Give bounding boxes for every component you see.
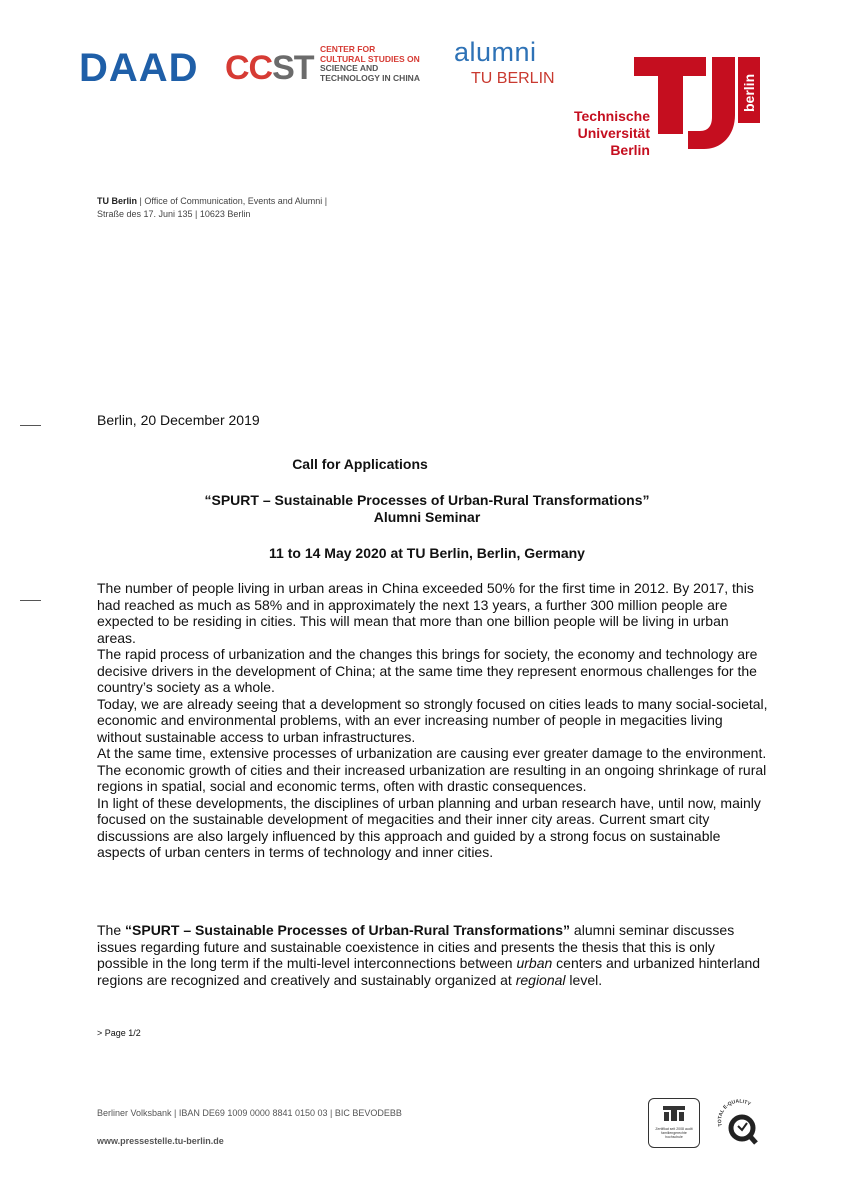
final-part-1: alumni seminar discusses issues regarding future and sustainable coexistence in cities and presents the thesis that this is only possible in the long term if the multi-level interconnections between: [97, 922, 735, 971]
sender-office: | Office of Communication, Events and Alumni |: [137, 196, 328, 206]
fold-mark-1: [20, 425, 41, 426]
event-line: 11 to 14 May 2020 at TU Berlin, Berlin, Germany: [269, 545, 585, 561]
ccst-line-3: SCIENCE AND: [320, 63, 379, 73]
ccst-logo-st: ST: [272, 49, 314, 87]
tu-name-line-3: Berlin: [610, 142, 650, 158]
ccst-logo: [225, 50, 314, 86]
tu-berlin-name: [560, 108, 650, 159]
body-paragraph-3: Today, we are already seeing that a development so strongly focused on cities leads to many social-societal, economic and environmental problems, with an ever increasing number of people in megacities living without sustainable access to urban infrastructures.: [97, 695, 768, 745]
daad-logo: DAAD: [79, 46, 199, 90]
final-italic-urban: urban: [516, 955, 553, 971]
body-paragraph-4: At the same time, extensive processes of urbanization are causing ever greater damage to the environment. The economic growth of cities and their increased urbanization are resulting in an ongoing shrinkage of rural regions in spatial, social and economic terms, often with drastic consequences.: [97, 745, 767, 794]
total-e-quality-badge: [712, 1096, 762, 1146]
letter-date: Berlin, 20 December 2019: [97, 412, 260, 428]
tu-name-line-2: Universität: [577, 125, 650, 141]
body-paragraph-1: The number of people living in urban areas in China exceeded 50% for the first time in 2012. By 2017, this had reached as much as 58% and in approximately the next 13 years, a further 300 million people are expected to be residing in cities. This will mean that more than one billion people will be living in urban areas.: [97, 580, 754, 646]
ccst-line-4: TECHNOLOGY IN CHINA: [320, 72, 420, 83]
sender-org: TU Berlin: [97, 196, 138, 206]
alumni-logo-sub: TU BERLIN: [471, 70, 555, 87]
alumni-logo-word: alumni: [454, 37, 537, 67]
page-number: > Page 1/2: [97, 1028, 141, 1038]
final-part-3: level.: [565, 971, 603, 988]
final-part-2: centers and urbanized hinterland regions are recognized and creatively and sustainably organized at: [97, 955, 761, 988]
sender-address: [97, 195, 327, 221]
ccst-line-1: CENTER FOR: [320, 44, 376, 54]
body-paragraph-2: The rapid process of urbanization and the changes this brings for society, the economy and technology are decisive drivers in the development of China; at the same time they represent enormous challenges for the country’s society as a whole.: [97, 646, 758, 695]
fold-mark-2: [20, 600, 41, 601]
tu-vertical-text: berlin: [741, 73, 757, 112]
cert-caption: Zertifikat seit 2008 audit familiengerechte hochschule: [655, 1127, 693, 1139]
tu-berlin-logo-mark: [634, 57, 760, 153]
final-the: The: [97, 922, 126, 938]
letter-subtitle: Alumni Seminar: [373, 509, 481, 525]
ccst-logo-cc: CC: [225, 49, 273, 87]
ccst-line-2: CULTURAL STUDIES ON: [320, 53, 420, 64]
final-paragraph: [97, 922, 769, 988]
final-italic-regional: regional: [515, 971, 566, 988]
body-paragraph-5: In light of these developments, the disciplines of urban planning and urban research have, until now, mainly focused on the sustainable development of megacities and their inner city areas. Current smart city discussions are also largely influenced by this approach and guided by a strong focus on sustainable aspects of urban centers in terms of technology and inner cities.: [97, 794, 761, 860]
eq-text: TOTAL E-QUALITY: [717, 1098, 752, 1127]
letter-heading: Call for Applications: [292, 456, 428, 472]
letter-body: [97, 580, 769, 861]
sender-street: Straße des 17. Juni 135 | 10623 Berlin: [97, 209, 251, 219]
final-bold-title: “SPURT – Sustainable Processes of Urban-Rural Transformations”: [125, 922, 571, 938]
ccst-wordmark: [320, 45, 420, 83]
letter-title: “SPURT – Sustainable Processes of Urban-Rural Transformations”: [204, 492, 650, 508]
bank-details: Berliner Volksbank | IBAN DE69 1009 0000 8841 0150 03 | BIC BEVODEBB: [97, 1108, 402, 1118]
tu-name-line-1: Technische: [574, 108, 650, 124]
audit-icon: [649, 1099, 699, 1127]
family-audit-badge: [648, 1098, 700, 1148]
website-link[interactable]: www.pressestelle.tu-berlin.de: [97, 1136, 224, 1146]
